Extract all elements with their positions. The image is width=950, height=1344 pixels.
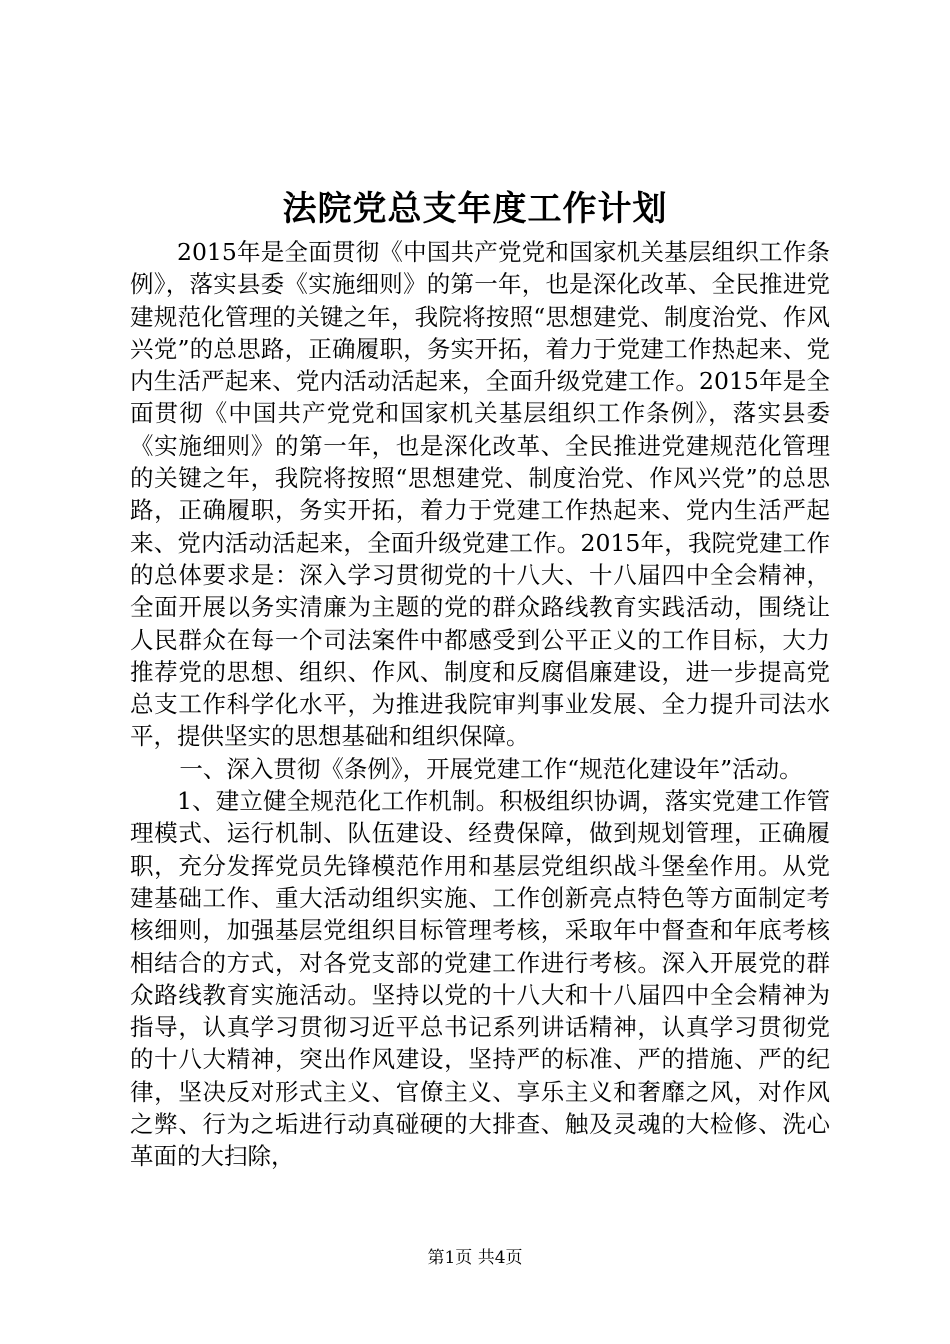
- section-heading-1: 一、深入贯彻《条例》，开展党建工作“规范化建设年”活动。: [179, 754, 803, 783]
- intro-paragraph: 2015年是全面贯彻《中国共产党党和国家机关基层组织工作条例》，落实县委《实施细则》的第一年，也是深化改革、全民推进党建规范化管理的关键之年，我院将按照“思想建党、制度治党、作风兴党”的总思路，正确履职，务实开拓，着力于党建工作热起来、党内生活严起来、党内活动活起来，全面升级党建工作。2015年是全面贯彻《中国共产党党和国家机关基层组织工作条例》，落实县委《实施细则》的第一年，也是深化改革、全民推进党建规范化管理的关键之年，我院将按照“思想建党、制度治党、作风兴党”的总思路，正确履职，务实开拓，着力于党建工作热起来、党内生活严起来、党内活动活起来，全面升级党建工作。2015年，我院党建工作的总体要求是：深入学习贯彻党的十八大、十八届四中全会精神，全面开展以务实清廉为主题的党的群众路线教育实践活动，围绕让人民群众在每一个司法案件中都感受到公平正义的工作目标，大力推荐党的思想、组织、作风、制度和反腐倡廉建设，进一步提高党总支工作科学化水平，为推进我院审判事业发展、全力提升司法水平，提供坚实的思想基础和组织保障。: [130, 238, 830, 751]
- document-body: [130, 236, 830, 1173]
- subsection-paragraph-1: 1、建立健全规范化工作机制。积极组织协调，落实党建工作管理模式、运行机制、队伍建设、经费保障，做到规划管理，正确履职，充分发挥党员先锋模范作用和基层党组织战斗堡垒作用。从党建基础工作、重大活动组织实施、工作创新亮点特色等方面制定考核细则，加强基层党组织目标管理考核，采取年中督查和年底考核相结合的方式，对各党支部的党建工作进行考核。深入开展党的群众路线教育实施活动。坚持以党的十八大和十八届四中全会精神为指导，认真学习贯彻习近平总书记系列讲话精神，认真学习贯彻党的十八大精神，突出作风建设，坚持严的标准、严的措施、严的纪律，坚决反对形式主义、官僚主义、享乐主义和奢靡之风，对作风之弊、行为之垢进行动真碰硬的大排查、触及灵魂的大检修、洗心革面的大扫除，: [130, 787, 830, 1171]
- document-title: 法院党总支年度工作计划: [282, 189, 668, 229]
- page-footer: 第1页 共4页: [427, 1248, 523, 1268]
